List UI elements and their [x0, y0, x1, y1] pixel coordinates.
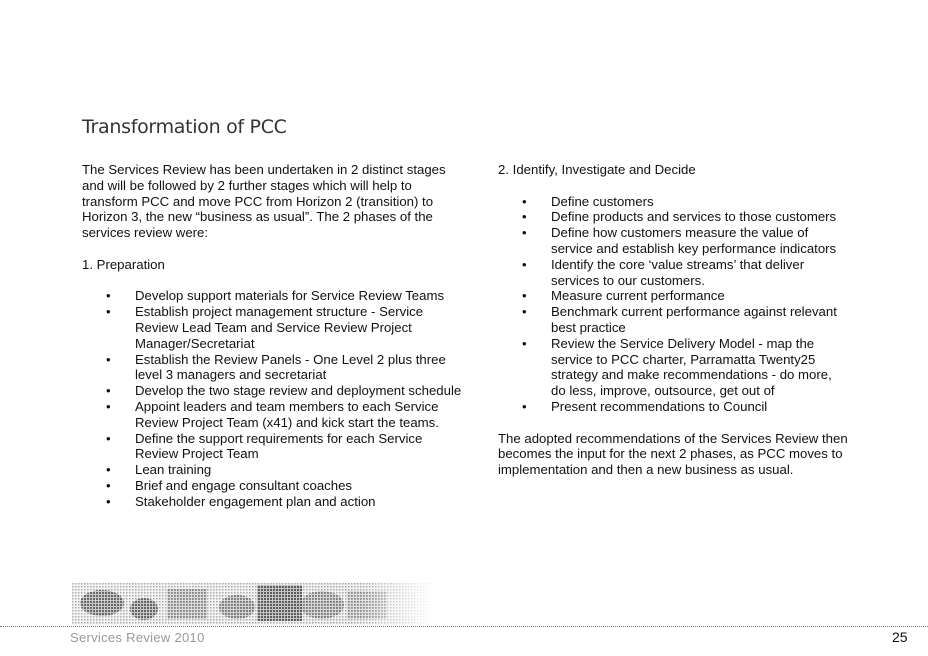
list-item: • Appoint leaders and team members to each Service Review Project Team (x41) and kick start the teams. [82, 399, 467, 431]
page-title: Transformation of PCC [82, 116, 287, 138]
section-heading-identify: 2. Identify, Investigate and Decide [498, 162, 696, 177]
list-item: • Establish project management structure - Service Review Lead Team and Service Review Project Manager/Secretariat [82, 304, 467, 351]
intro-paragraph: The Services Review has been undertaken in 2 distinct stages and will be followed by 2 further stages which will help to transform PCC and move PCC from Horizon 2 (transition) to Horizon 3, the new “business as usual”. The 2 phases of the services review were: [82, 162, 446, 241]
list-item: • Define customers [498, 194, 848, 210]
right-column [498, 162, 848, 478]
list-item: • Develop the two stage review and deployment schedule [82, 383, 467, 399]
list-item: • Define the support requirements for each Service Review Project Team [82, 431, 467, 463]
list-item: • Develop support materials for Service Review Teams [82, 288, 467, 304]
list-item: • Stakeholder engagement plan and action [82, 494, 467, 510]
left-column [82, 162, 467, 510]
footer-label: Services Review 2010 [70, 630, 205, 645]
page-number: 25 [892, 629, 908, 645]
section-heading-preparation: 1. Preparation [82, 256, 165, 272]
list-item: • Define products and services to those customers [498, 209, 848, 225]
list-item: • Present recommendations to Council [498, 399, 848, 415]
list-item: • Define how customers measure the value of service and establish key performance indicators [498, 225, 848, 257]
footer-photo-strip [72, 583, 432, 625]
identify-list [498, 194, 848, 415]
list-item: • Lean training [82, 462, 467, 478]
list-item: • Review the Service Delivery Model - map the service to PCC charter, Parramatta Twenty25 strategy and make recommendations - do more, do less, improve, outsource, get out of [498, 336, 848, 399]
list-item: • Establish the Review Panels - One Level 2 plus three level 3 managers and secretariat [82, 352, 467, 384]
list-item: • Identify the core ‘value streams’ that deliver services to our customers. [498, 257, 848, 289]
list-item: • Benchmark current performance against relevant best practice [498, 304, 848, 336]
list-item: • Brief and engage consultant coaches [82, 478, 467, 494]
preparation-list [82, 288, 467, 509]
conclusion-paragraph: The adopted recommendations of the Services Review then becomes the input for the next 2 phases, as PCC moves to implementation and then a new business as usual. [498, 430, 848, 478]
list-item: • Measure current performance [498, 288, 848, 304]
footer-divider [0, 626, 928, 627]
